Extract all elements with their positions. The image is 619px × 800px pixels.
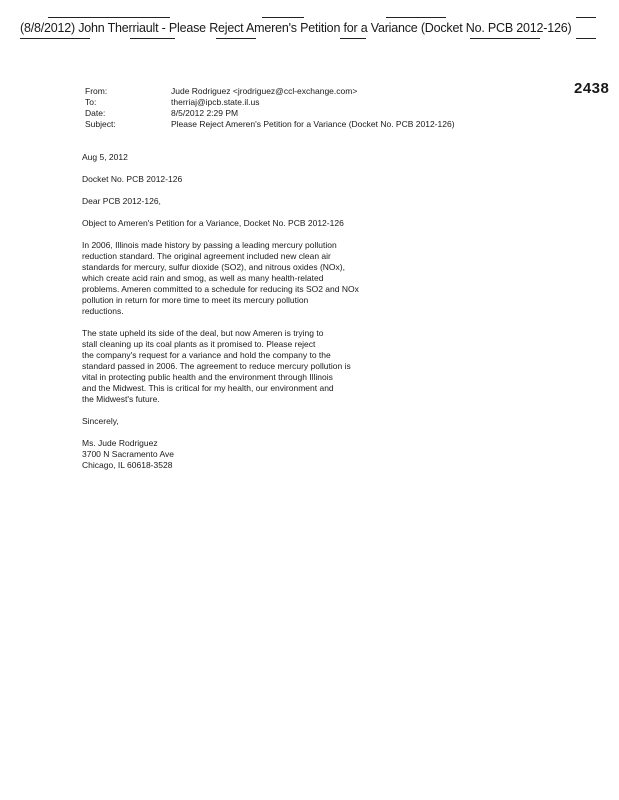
meta-label: Subject: bbox=[85, 119, 116, 129]
letter-closing: Sincerely, bbox=[82, 416, 119, 426]
letter-paragraph-1 bbox=[82, 240, 382, 317]
paragraph-line: stall cleaning up its coal plants as it promised to. Please reject bbox=[82, 339, 316, 349]
meta-label: From: bbox=[85, 86, 108, 96]
page-header-title: (8/8/2012) John Therriault - Please Reject Ameren's Petition for a Variance (Docket No. PCB 2012-126) bbox=[20, 21, 572, 35]
paragraph-line: reduction standard. The original agreement included new clean air bbox=[82, 251, 331, 261]
header-rule-bottom-2 bbox=[130, 38, 175, 39]
meta-label: To: bbox=[85, 97, 97, 107]
header-rule-top-4 bbox=[576, 17, 596, 18]
paragraph-line: pollution in return for more time to meet its mercury pollution bbox=[82, 295, 309, 305]
letter-salutation: Dear PCB 2012-126, bbox=[82, 196, 161, 206]
paragraph-line: and the Midwest. This is critical for my health, our environment and bbox=[82, 383, 334, 393]
meta-row-subject bbox=[85, 119, 455, 130]
header-rule-bottom-6 bbox=[576, 38, 596, 39]
meta-row-from bbox=[85, 86, 455, 97]
header-rule-bottom-1 bbox=[20, 38, 90, 39]
paragraph-line: In 2006, Illinois made history by passing a leading mercury pollution bbox=[82, 240, 337, 250]
signature-line: 3700 N Sacramento Ave bbox=[82, 449, 174, 459]
paragraph-line: which create acid rain and smog, as well as many health-related bbox=[82, 273, 324, 283]
paragraph-line: the company's request for a variance and hold the company to the bbox=[82, 350, 331, 360]
email-meta-block bbox=[85, 86, 455, 130]
paragraph-line: reductions. bbox=[82, 306, 124, 316]
letter-paragraph-2 bbox=[82, 328, 382, 405]
header-rule-top-3 bbox=[386, 17, 446, 18]
page-stamp-number: 2438 bbox=[574, 80, 610, 97]
header-rule-bottom-5 bbox=[470, 38, 540, 39]
meta-row-to bbox=[85, 97, 455, 108]
header-rule-top-2 bbox=[262, 17, 304, 18]
paragraph-line: vital in protecting public health and the environment through Illinois bbox=[82, 372, 333, 382]
paragraph-line: the Midwest's future. bbox=[82, 394, 160, 404]
signature-line: Chicago, IL 60618-3528 bbox=[82, 460, 173, 470]
signature-line: Ms. Jude Rodriguez bbox=[82, 438, 158, 448]
meta-label: Date: bbox=[85, 108, 106, 118]
paragraph-line: The state upheld its side of the deal, but now Ameren is trying to bbox=[82, 328, 324, 338]
meta-row-date bbox=[85, 108, 455, 119]
paragraph-line: problems. Ameren committed to a schedule for reducing its SO2 and NOx bbox=[82, 284, 359, 294]
letter-body bbox=[82, 152, 382, 482]
header-rule-top-1 bbox=[48, 17, 170, 18]
header-rule-bottom-3 bbox=[216, 38, 256, 39]
letter-signature bbox=[82, 438, 382, 471]
letter-date: Aug 5, 2012 bbox=[82, 152, 128, 162]
letter-docket: Docket No. PCB 2012-126 bbox=[82, 174, 183, 184]
meta-value: Please Reject Ameren's Petition for a Variance (Docket No. PCB 2012-126) bbox=[171, 119, 455, 129]
header-rule-bottom-4 bbox=[340, 38, 366, 39]
letter-subject-line: Object to Ameren's Petition for a Variance, Docket No. PCB 2012-126 bbox=[82, 218, 344, 228]
paragraph-line: standard passed in 2006. The agreement to reduce mercury pollution is bbox=[82, 361, 351, 371]
meta-value: Jude Rodriguez <jrodriguez@ccl-exchange.com> bbox=[171, 86, 358, 96]
meta-value: 8/5/2012 2:29 PM bbox=[171, 108, 239, 118]
meta-value: therriaj@ipcb.state.il.us bbox=[171, 97, 260, 107]
paragraph-line: standards for mercury, sulfur dioxide (SO2), and nitrous oxides (NOx), bbox=[82, 262, 345, 272]
